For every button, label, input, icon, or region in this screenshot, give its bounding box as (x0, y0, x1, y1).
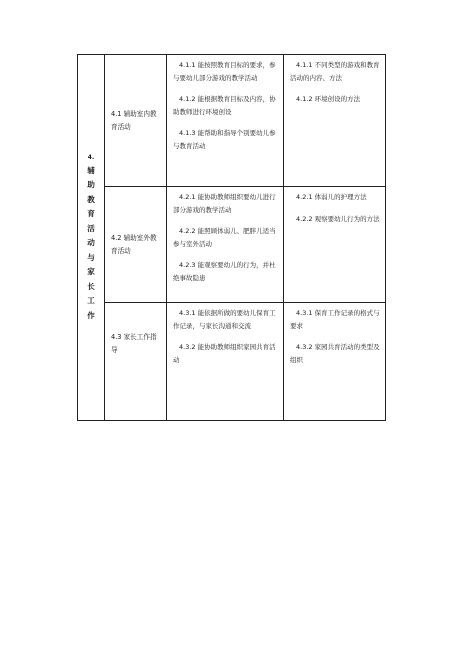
requirements-cell (167, 303, 284, 421)
knowledge-cell (284, 303, 386, 421)
knowledge-item: 4.3.2 家园共育活动的类型及组织 (290, 343, 380, 364)
requirement-item: 4.3.2 能协助教师组织家园共育活动 (173, 343, 276, 364)
knowledge-item: 4.2.2 观察要幼儿行为的方法 (296, 214, 380, 223)
requirements-cell (167, 187, 284, 303)
knowledge-item: 4.3.1 保育工作记录的格式与要求 (290, 309, 380, 330)
requirement-item: 4.2.3 能观察要幼儿的行为，并杜绝事故隐患 (173, 261, 276, 282)
work-area-number: 4. (87, 153, 95, 161)
knowledge-cell (284, 187, 386, 303)
task-label: 4.2 辅助室外教育活动 (111, 233, 157, 255)
task-label: 4.1 辅助室内教育活动 (111, 109, 157, 131)
competency-table (77, 54, 386, 421)
requirement-item: 4.3.1 能依据所做的要幼儿保育工作记录，与家长沟通和交流 (173, 309, 276, 330)
knowledge-item: 4.1.1 不同类型的游戏和教育活动的内容、方法 (290, 61, 380, 82)
task-cell (105, 187, 167, 303)
requirement-item: 4.2.2 能照顾体弱儿、肥胖儿适当参与室外活动 (173, 227, 276, 248)
work-area-cell (78, 55, 105, 421)
knowledge-cell (284, 55, 386, 187)
table-row (78, 187, 386, 303)
table-row (78, 303, 386, 421)
requirement-item: 4.1.3 能帮助和指导个别要幼儿参与教育活动 (173, 129, 276, 150)
work-area-title: 辅助教育活动与家长工作 (87, 165, 95, 320)
task-cell (105, 303, 167, 421)
knowledge-item: 4.2.1 体弱儿的护理方法 (296, 193, 367, 201)
knowledge-item: 4.1.2 环境创设的方法 (296, 95, 361, 103)
table-row (78, 55, 386, 187)
requirements-cell (167, 55, 284, 187)
task-label: 4.3 家长工作指导 (111, 333, 157, 354)
task-cell (105, 55, 167, 187)
requirement-item: 4.2.1 能协助教师组织要幼儿进行部分游戏的教学活动 (173, 193, 276, 214)
requirement-item: 4.1.2 能根据教育目标及内容，协助教师进行环境创设 (173, 95, 276, 116)
requirement-item: 4.1.1 能按照教育目标的要求，参与要幼儿部分游戏的教学活动 (173, 61, 276, 82)
